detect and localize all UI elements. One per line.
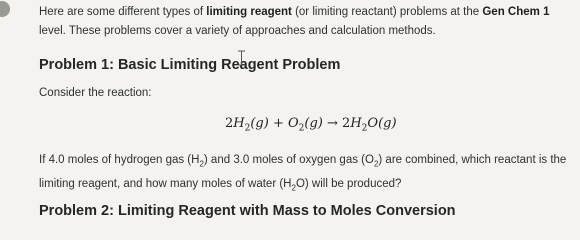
eq-coef-h2o: 2 [342, 116, 351, 131]
intro-bold-gen-chem: Gen Chem 1 [482, 6, 550, 18]
eq-arrow: → [322, 116, 343, 131]
eq-phase-3: (g) [378, 116, 397, 131]
question-sub-1: 2 [199, 159, 204, 169]
question-sub-3: 2 [291, 183, 296, 193]
question-text-4: O) will be produced? [295, 178, 402, 191]
eq-phase-2: (g) [304, 116, 323, 131]
eq-plus: + [268, 116, 288, 131]
intro-text-1: Here are some different types of [39, 6, 207, 18]
eq-sub-2: 2 [298, 123, 305, 134]
intro-text-3: level. These problems cover a variety of approaches and calculation methods. [39, 25, 436, 37]
question-text-3: ) are combined, which reactant is the limiting reagent, and how many moles of water (H [39, 154, 567, 191]
eq-o-2: O [367, 116, 379, 131]
question-text-1: If 4.0 moles of hydrogen gas (H [39, 154, 200, 166]
eq-o: O [288, 116, 299, 131]
eq-sub-1: 2 [244, 123, 251, 134]
problem-1-question [39, 150, 575, 199]
eq-phase-1: (g) [250, 116, 269, 131]
eq-coef-h2: 2 [225, 116, 234, 131]
assistant-avatar-icon [0, 1, 10, 17]
eq-h-2: H [350, 116, 362, 131]
question-text-2: ) and 3.0 moles of oxygen gas (O [203, 154, 374, 166]
consider-text: Consider the reaction: [39, 87, 152, 99]
problem-1-heading: Problem 1: Basic Limiting Reagent Problem [39, 57, 341, 73]
intro-text-2: (or limiting reactant) problems at the [291, 6, 483, 18]
question-sub-2: 2 [373, 159, 379, 169]
intro-paragraph [39, 3, 575, 41]
eq-h: H [233, 116, 245, 131]
problem-2-heading: Problem 2: Limiting Reagent with Mass to Moles Conversion [39, 203, 456, 219]
text-cursor-icon [237, 50, 246, 66]
reaction-equation [225, 116, 397, 134]
eq-sub-3: 2 [361, 123, 368, 134]
intro-bold-limiting-reagent: limiting reagent [206, 6, 292, 18]
